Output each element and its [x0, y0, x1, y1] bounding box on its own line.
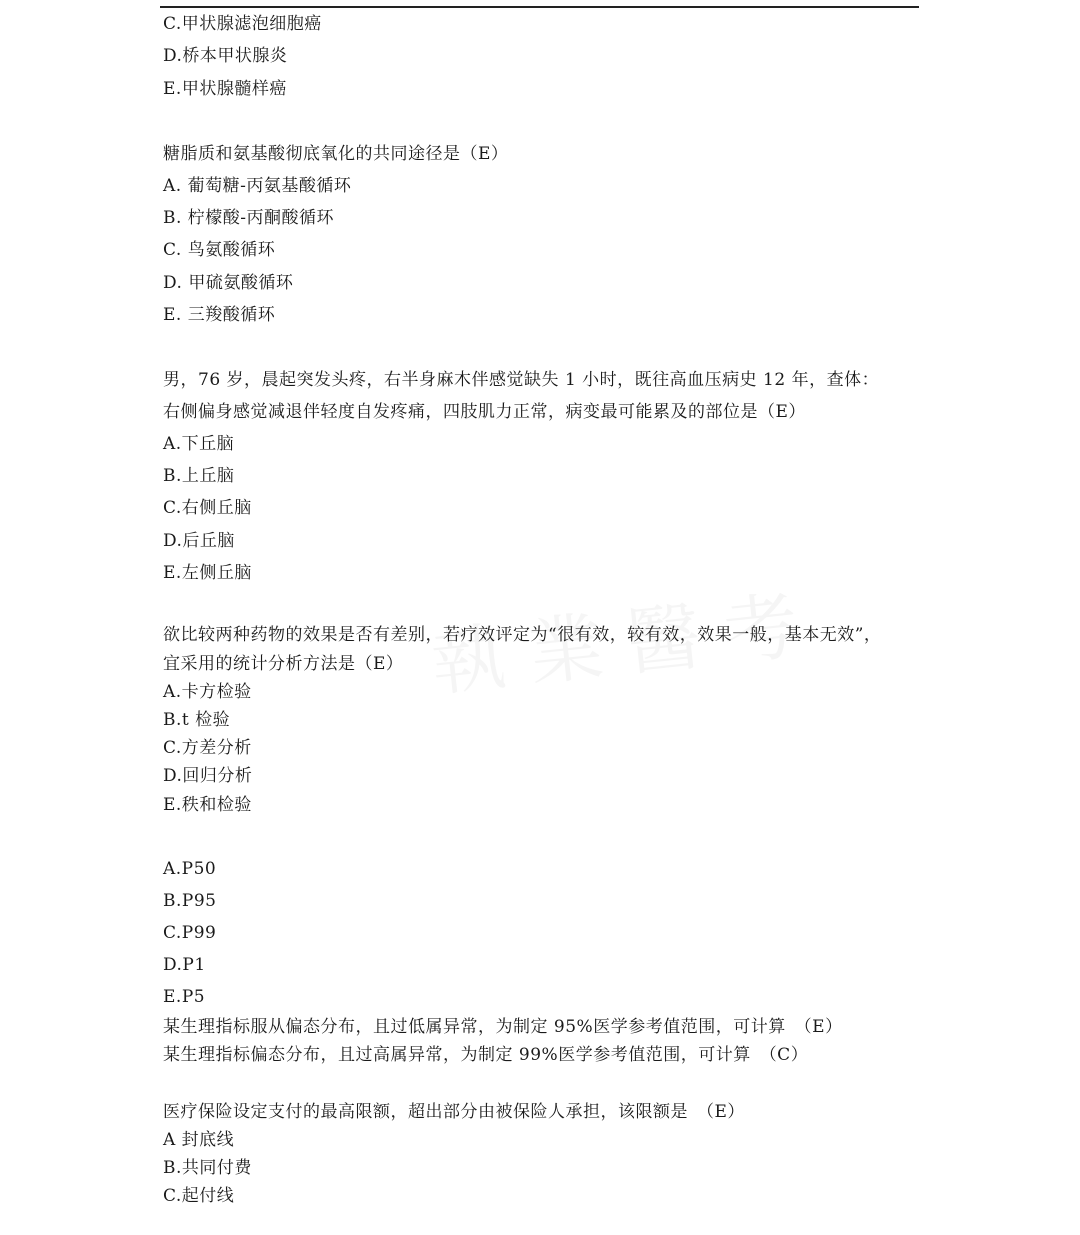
question-statistics-line1: 欲比较两种药物的效果是否有差别，若疗效评定为“很有效，较有效，效果一般，基本无效”，: [163, 625, 882, 645]
option-b-statistics: B.t 检验: [163, 710, 231, 730]
option-e-percentile: E.P5: [163, 987, 206, 1007]
question-metabolism: 糖脂质和氨基酸彻底氧化的共同途径是（E）: [163, 144, 509, 164]
option-c-metabolism: C. 鸟氨酸循环: [163, 240, 276, 260]
option-a-percentile: A.P50: [163, 859, 217, 879]
option-b-percentile: B.P95: [163, 891, 217, 911]
option-a-thalamus: A.下丘脑: [163, 434, 235, 454]
option-b-thalamus: B.上丘脑: [163, 466, 235, 486]
question-thalamus-line2: 右侧偏身感觉减退伴轻度自发疼痛，四肢肌力正常，病变最可能累及的部位是（E）: [163, 402, 806, 422]
option-c-statistics: C.方差分析: [163, 738, 252, 758]
question-percentile-high: 某生理指标偏态分布，且过高属异常，为制定 99%医学参考值范围，可计算 （C）: [163, 1045, 809, 1065]
option-b-insurance: B.共同付费: [163, 1158, 252, 1178]
option-e-metabolism: E. 三羧酸循环: [163, 305, 276, 325]
top-rule: [160, 6, 919, 8]
option-d-thalamus: D.后丘脑: [163, 531, 235, 551]
option-c-insurance: C.起付线: [163, 1186, 235, 1206]
question-thalamus-line1: 男，76 岁，晨起突发头疼，右半身麻木伴感觉缺失 1 小时，既往高血压病史 12 年，查体：: [163, 370, 880, 390]
option-e-statistics: E.秩和检验: [163, 795, 252, 815]
option-b-metabolism: B. 柠檬酸-丙酮酸循环: [163, 208, 335, 228]
option-c-percentile: C.P99: [163, 923, 217, 943]
option-a-statistics: A.卡方检验: [163, 682, 252, 702]
option-a-metabolism: A. 葡萄糖-丙氨基酸循环: [163, 176, 352, 196]
option-d-thyroid: D.桥本甲状腺炎: [163, 46, 288, 66]
question-statistics-line2: 宜采用的统计分析方法是（E）: [163, 654, 404, 674]
option-d-statistics: D.回归分析: [163, 766, 253, 786]
question-insurance: 医疗保险设定支付的最高限额，超出部分由被保险人承担，该限额是 （E）: [163, 1102, 745, 1122]
option-a-insurance: A 封底线: [163, 1130, 235, 1150]
option-c-thyroid: C.甲状腺滤泡细胞癌: [163, 14, 322, 34]
option-d-metabolism: D. 甲硫氨酸循环: [163, 273, 294, 293]
option-d-percentile: D.P1: [163, 955, 206, 975]
option-c-thalamus: C.右侧丘脑: [163, 498, 252, 518]
option-e-thyroid: E.甲状腺髓样癌: [163, 79, 287, 99]
question-percentile-low: 某生理指标服从偏态分布，且过低属异常，为制定 95%医学参考值范围，可计算 （E）: [163, 1017, 843, 1037]
option-e-thalamus: E.左侧丘脑: [163, 563, 252, 583]
